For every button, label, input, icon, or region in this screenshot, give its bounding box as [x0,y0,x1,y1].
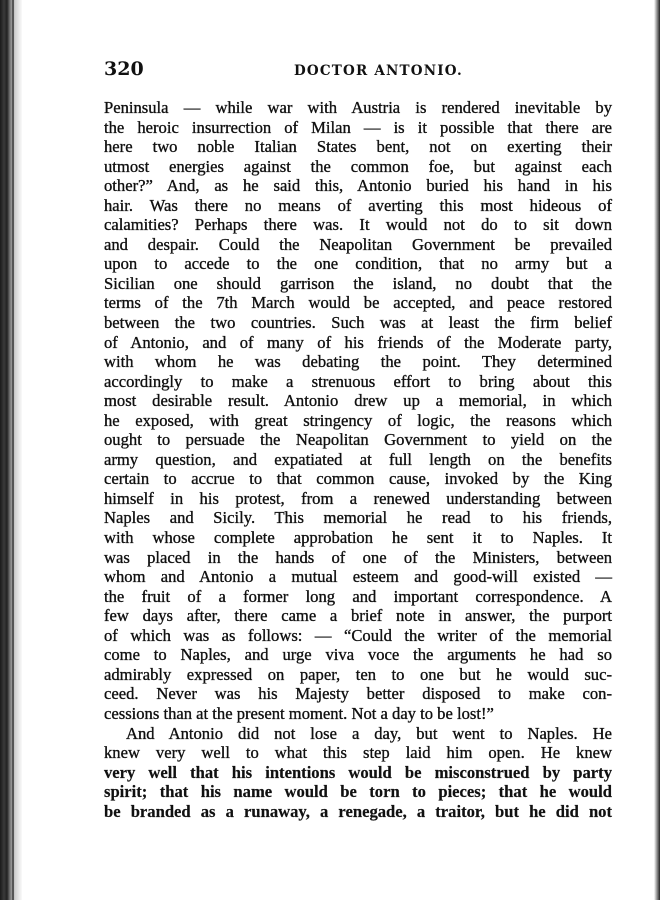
text-line: whom and Antonio a mutual esteem and good-will existed — [104,567,612,587]
text-line: of which was as follows: — “Could the writer of the memorial [104,625,612,645]
text-line: with whose complete approbation he sent it to Naples. It [104,528,612,548]
text-line: between the two countries. Such was at least the firm belief [104,313,612,333]
text-line: ceed. Never was his Majesty better disposed to make con- [104,684,612,704]
text-line: was placed in the hands of one of the Ministers, between [104,547,612,567]
page-number: 320 [104,58,144,80]
text-line: knew very well to what this step laid him open. He knew [104,743,612,763]
text-line: spirit; that his name would be torn to pieces; that he would [104,782,612,802]
text-line: of Antonio, and of many of his friends of the Moderate party, [104,332,612,352]
body-text [104,98,612,821]
text-line: Naples and Sicily. This memorial he read to his friends, [104,508,612,528]
text-line: here two noble Italian States bent, not on exerting their [104,137,612,157]
text-line: certain to accrue to that common cause, invoked by the King [104,469,612,489]
text-line: ought to persuade the Neapolitan Government to yield on the [104,430,612,450]
text-line: he exposed, with great stringency of logic, the reasons which [104,410,612,430]
text-line: other?” And, as he said this, Antonio buried his hand in his [104,176,612,196]
text-line: terms of the 7th March would be accepted, and peace restored [104,293,612,313]
text-line: most desirable result. Antonio drew up a memorial, in which [104,391,612,411]
text-line: and despair. Could the Neapolitan Government be prevailed [104,234,612,254]
text-line: utmost energies against the common foe, but against each [104,156,612,176]
book-page [104,58,612,821]
text-line: the fruit of a former long and important correspondence. A [104,586,612,606]
text-line: come to Naples, and urge viva voce the arguments he had so [104,645,612,665]
text-line: admirably expressed on paper, ten to one but he would suc- [104,664,612,684]
text-line: himself in his protest, from a renewed understanding between [104,488,612,508]
text-line: the heroic insurrection of Milan — is it possible that there are [104,117,612,137]
paragraph-start-line: And Antonio did not lose a day, but went to Naples. He [126,723,612,743]
text-line: with whom he was debating the point. They determined [104,352,612,372]
text-line: army question, and expatiated at full length on the benefits [104,449,612,469]
text-line: Peninsula — while war with Austria is rendered inevitable by [104,98,612,117]
running-title: DOCTOR ANTONIO. [294,63,463,79]
text-line: very well that his intentions would be misconstrued by party [104,762,612,782]
text-line: upon to accede to the one condition, that no army but a [104,254,612,274]
text-line: calamities? Perhaps there was. It would not do to sit down [104,215,612,235]
text-line: be branded as a runaway, a renegade, a traitor, but he did not [104,801,612,821]
book-binding-shadow [0,0,22,900]
text-line: Sicilian one should garrison the island, no doubt that the [104,273,612,293]
text-line: accordingly to make a strenuous effort to bring about this [104,371,612,391]
page-header [104,58,612,96]
text-line: hair. Was there no means of averting this most hideous of [104,195,612,215]
page-edge-shadow [654,0,660,900]
text-line: few days after, there came a brief note in answer, the purport [104,606,612,626]
text-line: cessions than at the present moment. Not a day to be lost!” [104,703,494,723]
